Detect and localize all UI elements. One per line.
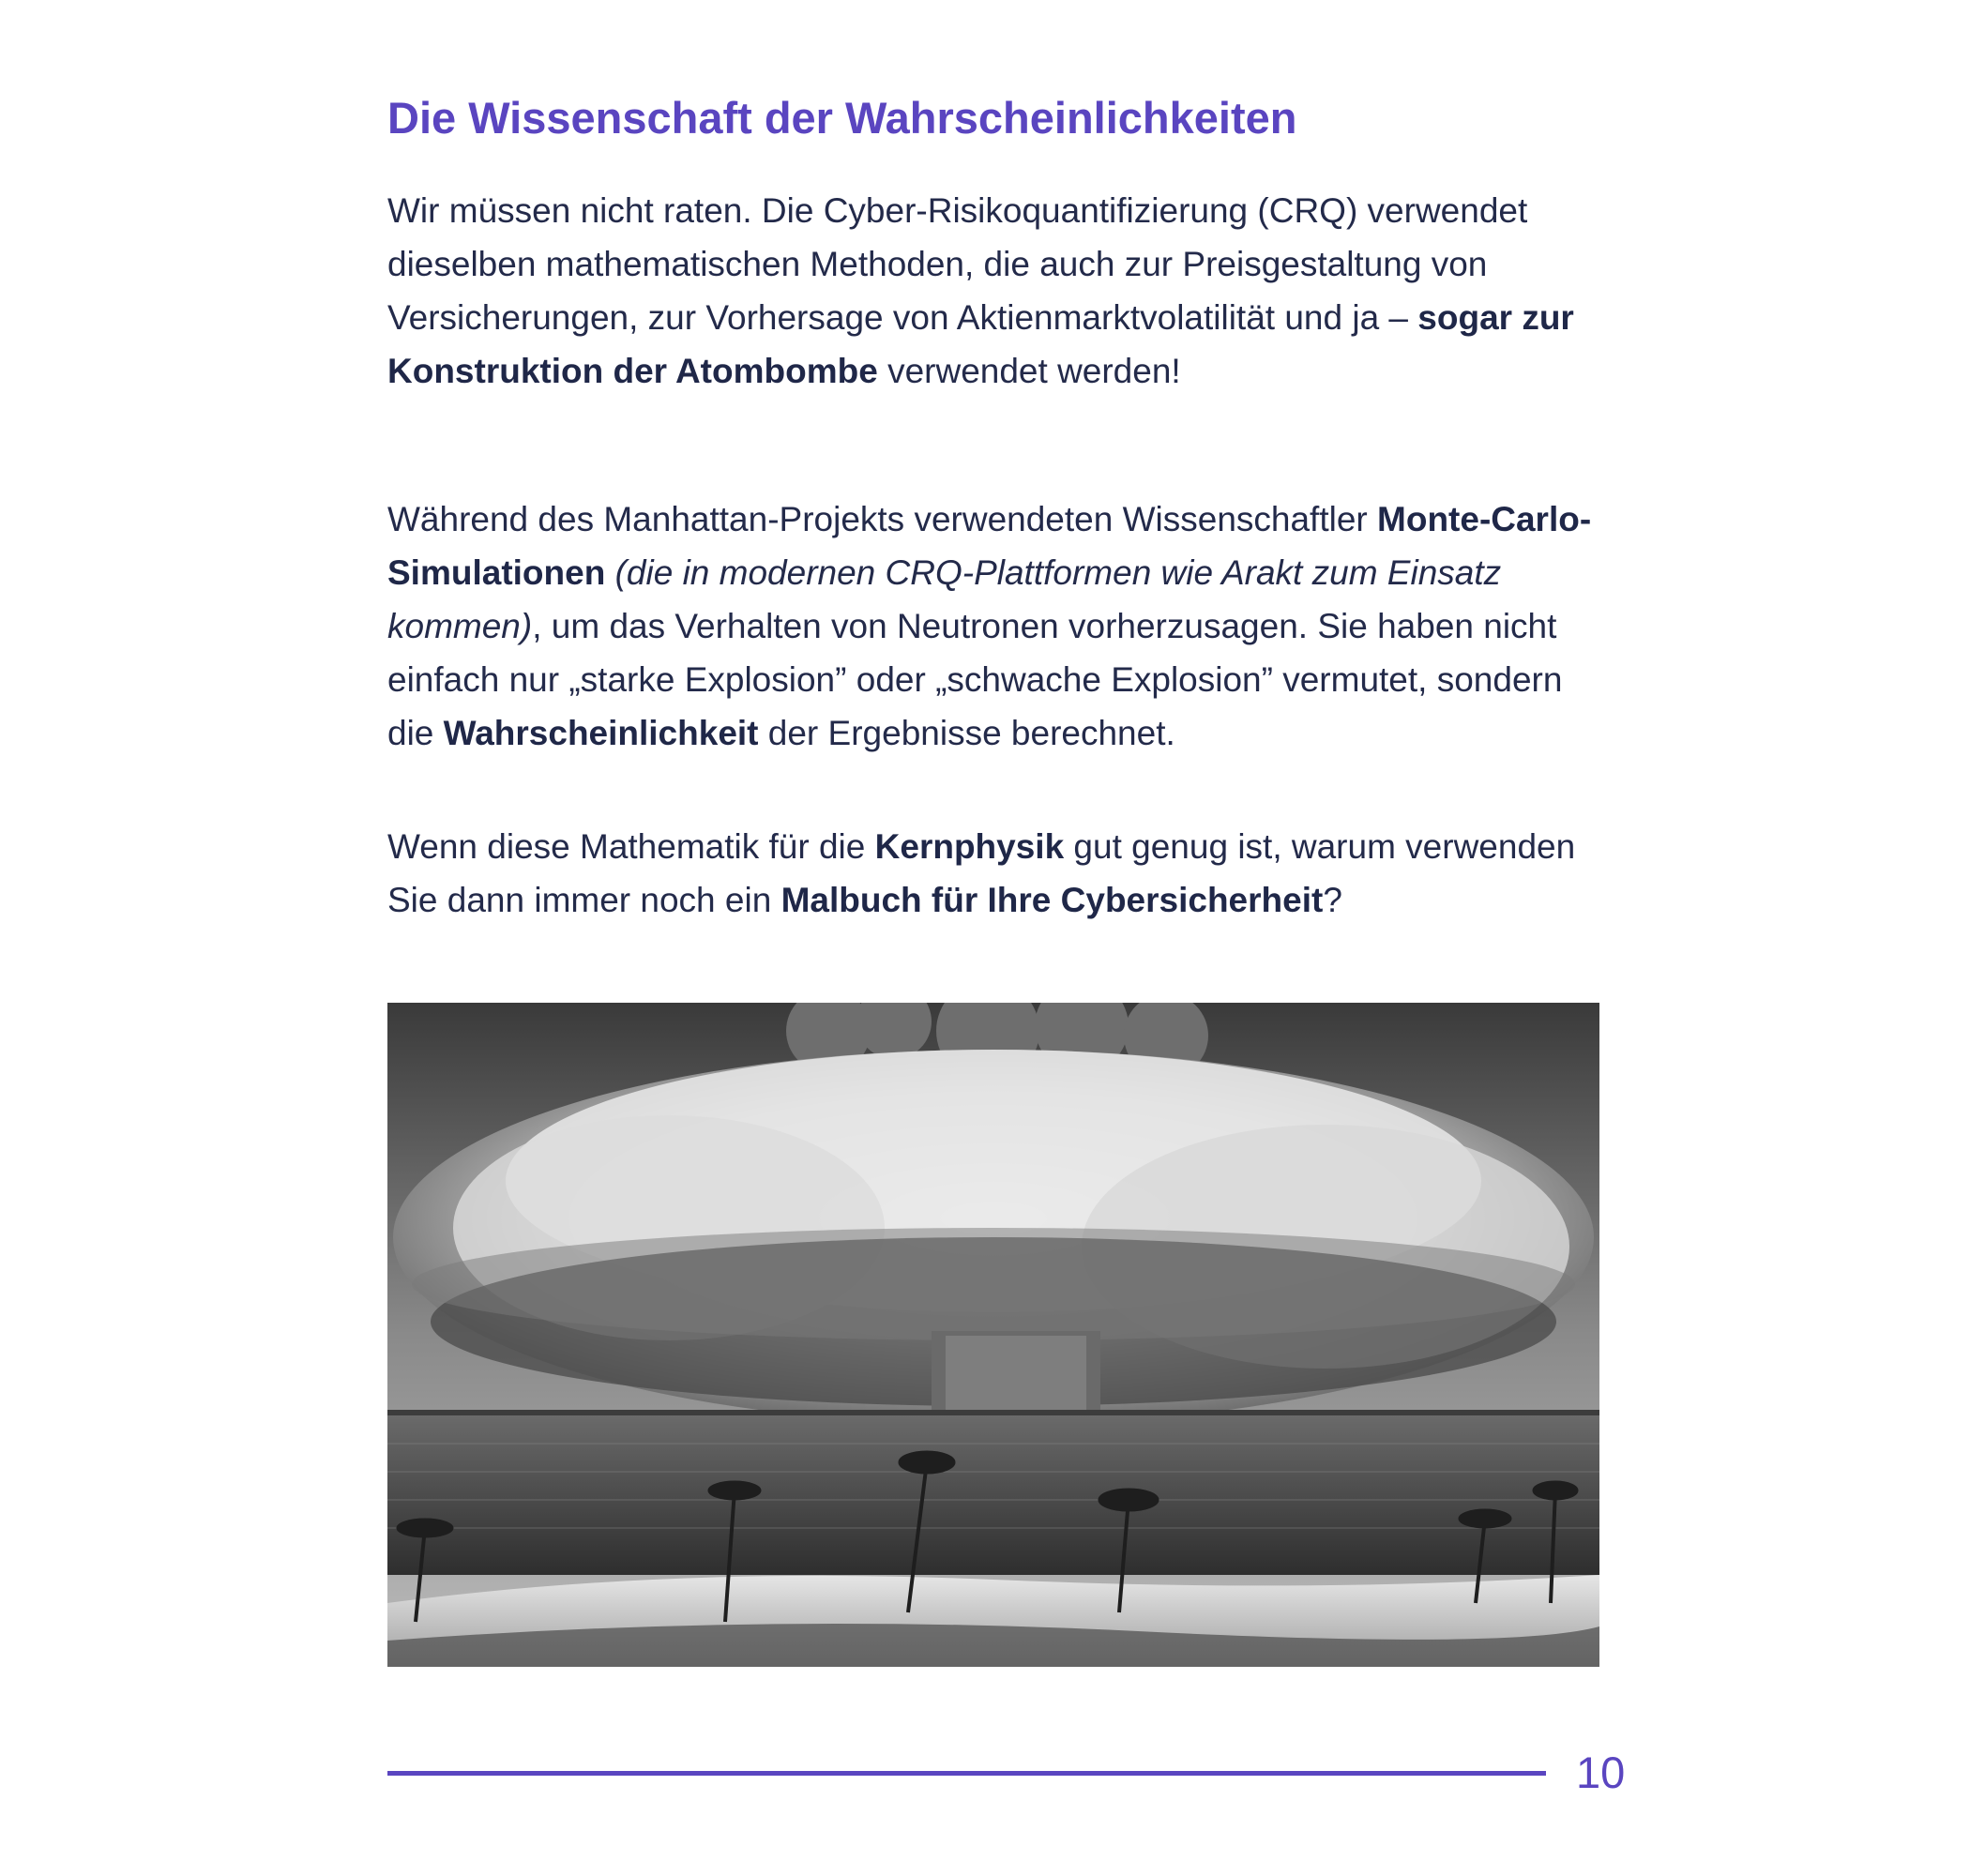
page-title: Die Wissenschaft der Wahrscheinlichkeiten — [387, 93, 1297, 143]
text-segment: Während des Manhattan-Projekts verwendeten Wissenschaftler — [387, 500, 1378, 538]
paragraph-crq-methods — [387, 184, 1607, 398]
bold-text: Monte-Carlo-Simulationen — [387, 500, 1592, 592]
sea — [387, 1415, 1599, 1575]
text-segment: Wir müssen nicht raten. Die Cyber-Risikoquantifizierung (CRQ) verwendet dieselben mathematischen Methoden, die auch zur Preisgestaltung von Versicherungen, zur Vorhersage von Aktienmarktvolatilität und ja – — [387, 191, 1528, 337]
paragraph-manhattan-project — [387, 492, 1607, 760]
bold-text: Kernphysik — [874, 827, 1065, 866]
bold-text: Malbuch für Ihre Cybersicherheit — [780, 881, 1324, 919]
footer-divider — [387, 1771, 1546, 1776]
italic-text: (die in modernen CRQ-Plattformen wie Arakt zum Einsatz kommen) — [387, 553, 1502, 645]
text-segment: gut genug ist, warum verwenden Sie dann immer noch ein — [387, 827, 1576, 919]
text-segment: ? — [1323, 881, 1342, 919]
text-segment: der Ergebnisse berechnet. — [758, 714, 1175, 752]
paragraph-kernphysik-question — [387, 820, 1607, 927]
text-segment: verwendet werden! — [877, 352, 1181, 390]
nuclear-test-photo — [387, 1003, 1599, 1667]
horizon — [387, 1410, 1599, 1415]
bold-text: sogar zur Konstruktion der Atombombe — [387, 298, 1574, 390]
text-segment: , um das Verhalten von Neutronen vorherzusagen. Sie haben nicht einfach nur „starke Explosion” oder „schwache Explosion” vermutet, sondern die — [387, 607, 1563, 752]
text-segment — [605, 553, 614, 592]
text-segment: Wenn diese Mathematik für die — [387, 827, 875, 866]
page-number: 10 — [1576, 1747, 1626, 1797]
bold-text: Wahrscheinlichkeit — [443, 714, 759, 752]
